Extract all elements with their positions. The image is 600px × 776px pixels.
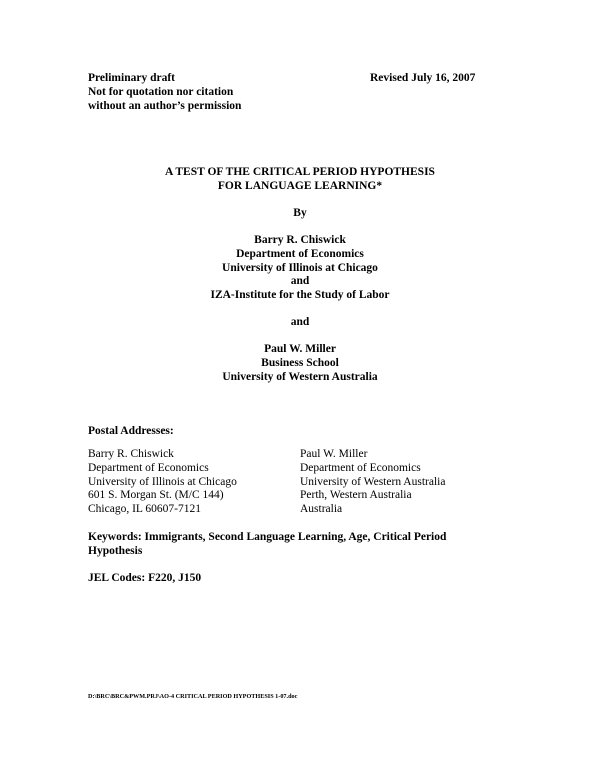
keywords-line1: Keywords: Immigrants, Second Language Learning, Age, Critical Period	[88, 531, 447, 543]
jel-codes: JEL Codes: F220, J150	[88, 572, 202, 584]
address-line: Barry R. Chiswick	[88, 448, 174, 460]
address-line: Paul W. Miller	[300, 448, 368, 460]
author1-dept: Department of Economics	[236, 248, 364, 260]
authors-and: and	[290, 316, 310, 328]
author2-univ: University of Western Australia	[222, 371, 378, 383]
address-line: University of Western Australia	[300, 475, 446, 488]
address-line: 601 S. Morgan St. (M/C 144)	[88, 489, 224, 502]
postal-heading: Postal Addresses:	[88, 425, 174, 437]
permission-notice: without an author’s permission	[88, 100, 242, 112]
address-right	[300, 448, 445, 517]
author2-name: Paul W. Miller	[264, 343, 336, 355]
by-label: By	[293, 207, 307, 219]
paper-title-line2: FOR LANGUAGE LEARNING*	[217, 180, 383, 192]
author2-dept: Business School	[261, 357, 339, 369]
file-path-footer: D:\BRC\BRC&PWM.PRJ\AO-4 CRITICAL PERIOD HYPOTHESIS 1-07.doc	[88, 693, 298, 700]
address-line: Department of Economics	[300, 461, 421, 474]
keywords-line2: Hypothesis	[88, 545, 143, 557]
address-line: University of Illinois at Chicago	[88, 475, 237, 488]
paper-title-line1: A TEST OF THE CRITICAL PERIOD HYPOTHESIS	[165, 166, 435, 178]
citation-notice: Not for quotation nor citation	[88, 86, 234, 98]
author1-inst: IZA-Institute for the Study of Labor	[210, 289, 390, 301]
author1-and: and	[290, 275, 310, 287]
address-line: Australia	[300, 503, 343, 516]
revision-date: Revised July 16, 2007	[370, 72, 476, 84]
address-left	[88, 448, 237, 517]
address-line: Perth, Western Australia	[300, 489, 412, 502]
author1-name: Barry R. Chiswick	[254, 234, 346, 246]
draft-status: Preliminary draft	[88, 72, 175, 84]
address-line: Chicago, IL 60607-7121	[88, 503, 201, 516]
address-line: Department of Economics	[88, 461, 209, 474]
author1-univ: University of Illinois at Chicago	[222, 262, 378, 274]
